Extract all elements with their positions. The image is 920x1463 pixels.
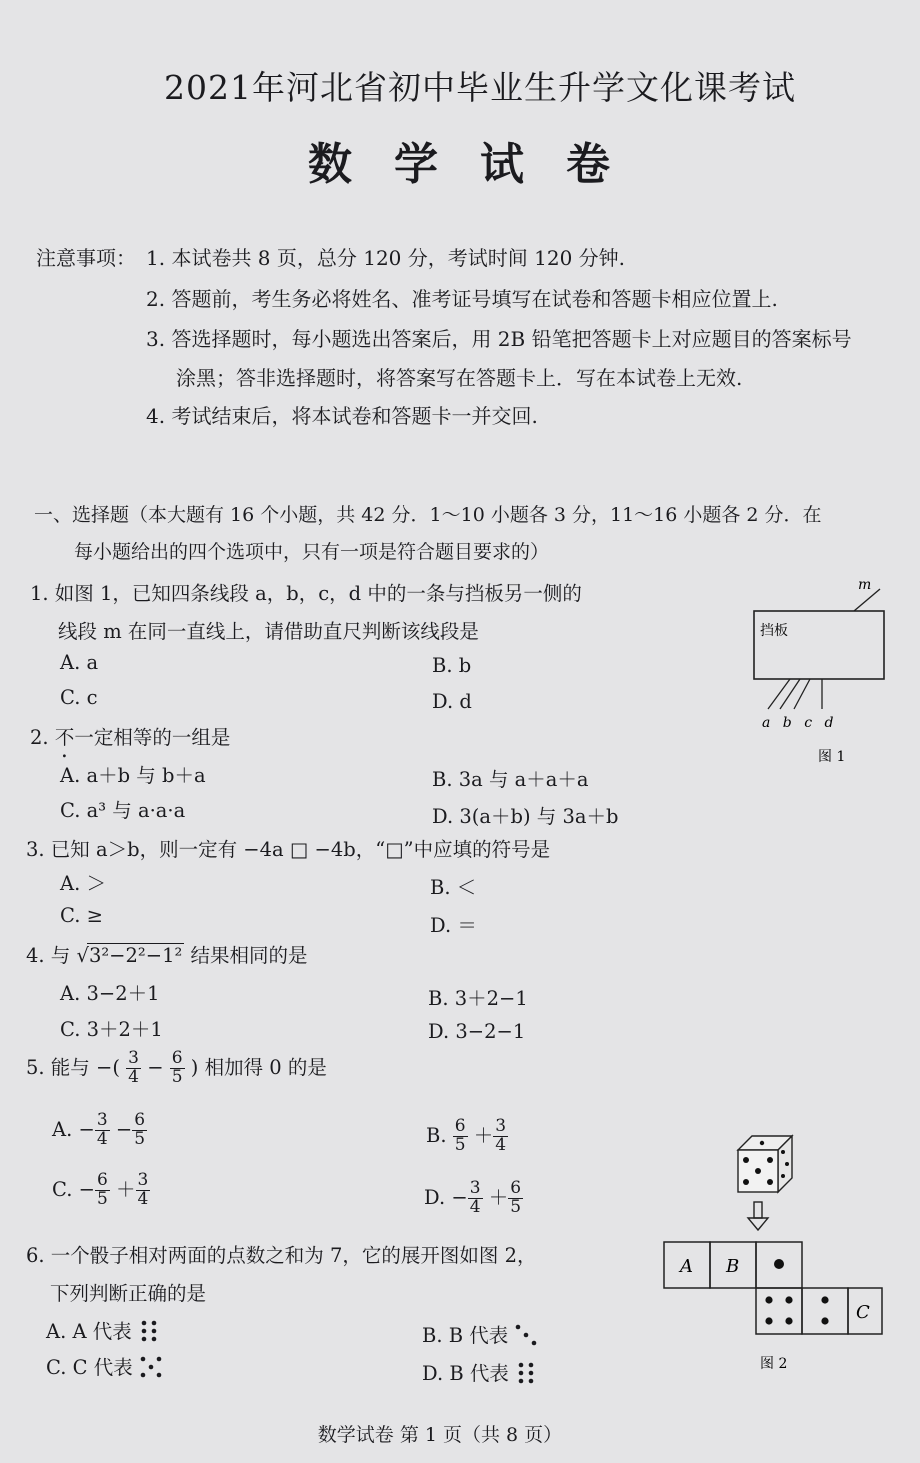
q1-stem: 1. 如图 1，已知四条线段 a，b，c，d 中的一条与挡板另一侧的 bbox=[30, 582, 582, 605]
q3-option-d: D. ＝ bbox=[430, 914, 477, 937]
exam-title: 2021年河北省初中毕业生升学文化课考试 bbox=[164, 68, 796, 107]
q5-stem: 5. 能与 −( $\frac{3}{4}$ − $\frac{6}{5}$ ) 相加得 0 的是 bbox=[26, 1048, 327, 1087]
q5-lead: 5. 能与 −( bbox=[26, 1055, 120, 1079]
q6-option-a: A. A 代表 bbox=[46, 1316, 160, 1344]
paper-title: 数学试卷 bbox=[308, 139, 652, 190]
q1-option-c: C. c bbox=[60, 686, 98, 709]
section-heading: 一、选择题（本大题有 16 个小题，共 42 分．1～10 小题各 3 分，11～16 小题各 2 分．在 bbox=[34, 504, 822, 526]
line-a bbox=[768, 679, 790, 709]
four-dots-face bbox=[765, 1296, 792, 1324]
note-item-2: 2. 答题前，考生务必将姓名、准考证号填写在试卷和答题卡相应位置上. bbox=[146, 287, 778, 311]
face-b-label: B bbox=[726, 1256, 740, 1277]
q6-stem-cont: 下列判断正确的是 bbox=[50, 1282, 207, 1305]
q1-option-b: B. b bbox=[432, 654, 472, 677]
q5-option-d: D. − $\frac{3}{4}$ ＋ $\frac{6}{5}$ bbox=[424, 1178, 522, 1217]
six-dots-icon bbox=[515, 1361, 537, 1385]
q4-radicand: 3²−2²−1² bbox=[88, 944, 183, 967]
page-footer: 数学试卷 第 1 页（共 8 页） bbox=[317, 1424, 563, 1446]
segment-labels: a b c d bbox=[762, 715, 838, 731]
face-c-label: C bbox=[856, 1302, 870, 1323]
five-dots-icon bbox=[139, 1355, 163, 1379]
q1-stem-cont: 线段 m 在同一直线上，请借助直尺判断该线段是 bbox=[58, 620, 479, 643]
notes-label: 注意事项： bbox=[36, 246, 136, 270]
q4-lead: 4. 与 bbox=[26, 944, 71, 967]
q5-option-b: B. $\frac{6}{5}$ ＋ $\frac{3}{4}$ bbox=[426, 1116, 507, 1155]
q4-option-b: B. 3＋2−1 bbox=[428, 987, 528, 1010]
q2-text: 一定相等的一组是 bbox=[74, 726, 231, 749]
q6-option-c: C. C 代表 bbox=[46, 1352, 163, 1380]
line-m-label: m bbox=[858, 577, 872, 593]
board-rect bbox=[754, 611, 884, 679]
board-label: 挡板 bbox=[760, 623, 788, 639]
q3-option-c: C. ≥ bbox=[60, 904, 103, 927]
six-dots-icon bbox=[138, 1319, 160, 1343]
q2-emphasis: 不 bbox=[54, 726, 75, 749]
q2-option-a: A. a＋b 与 b＋a bbox=[60, 764, 206, 787]
q3-option-a: A. ＞ bbox=[60, 872, 106, 895]
note-item-3-cont: 涂黑；答非选择题时，将答案写在答题卡上．写在本试卷上无效. bbox=[176, 366, 743, 390]
q2-number: 2. bbox=[30, 726, 55, 749]
two-dots-face bbox=[821, 1296, 828, 1324]
fraction-6-5: $\frac{6}{5}$ bbox=[171, 1048, 183, 1087]
figure-2-caption: 图 2 bbox=[760, 1356, 788, 1372]
q4-option-d: D. 3−2−1 bbox=[428, 1020, 526, 1043]
q6-option-d: D. B 代表 bbox=[422, 1358, 537, 1386]
q2-stem bbox=[30, 722, 230, 750]
q1-option-a: A. a bbox=[60, 651, 99, 674]
q5-option-c: C. − $\frac{6}{5}$ ＋ $\frac{3}{4}$ bbox=[52, 1170, 149, 1209]
one-dot-face bbox=[774, 1259, 784, 1269]
q2-option-c: C. a³ 与 a·a·a bbox=[60, 799, 186, 822]
q2-option-b: B. 3a 与 a＋a＋a bbox=[432, 768, 589, 791]
q5-option-a: A. − $\frac{3}{4}$ − $\frac{6}{5}$ bbox=[52, 1110, 146, 1149]
arrow-down-icon bbox=[748, 1202, 768, 1230]
three-dots-icon bbox=[514, 1323, 538, 1347]
q2-option-d: D. 3(a＋b) 与 3a＋b bbox=[432, 805, 619, 828]
figure-2 bbox=[660, 1130, 890, 1380]
q5-tail: ) 相加得 0 的是 bbox=[190, 1055, 327, 1079]
q4-option-a: A. 3−2＋1 bbox=[60, 982, 160, 1005]
fraction-3-4: $\frac{3}{4}$ bbox=[128, 1048, 139, 1087]
q6-option-b: B. B 代表 bbox=[422, 1320, 538, 1348]
q1-option-d: D. d bbox=[432, 690, 472, 713]
section-heading-cont: 每小题给出的四个选项中，只有一项是符合题目要求的） bbox=[74, 541, 550, 563]
note-item-3: 3. 答选择题时，每小题选出答案后，用 2B 铅笔把答题卡上对应题目的答案标号 bbox=[146, 327, 852, 351]
figure-1 bbox=[740, 575, 900, 770]
dice-3d-icon bbox=[738, 1136, 792, 1192]
q3-stem: 3. 已知 a＞b，则一定有 −4a □ −4b，“□”中应填的符号是 bbox=[26, 838, 551, 861]
dice-net bbox=[664, 1242, 882, 1334]
figure-1-caption: 图 1 bbox=[818, 749, 846, 765]
q4-stem: 4. 与 √3²−2²−1² 结果相同的是 bbox=[26, 944, 308, 967]
face-a-label: A bbox=[680, 1256, 693, 1277]
q3-option-b: B. ＜ bbox=[430, 876, 477, 899]
note-item-4: 4. 考试结束后，将本试卷和答题卡一并交回. bbox=[146, 404, 538, 428]
q4-option-c: C. 3＋2＋1 bbox=[60, 1018, 163, 1041]
q4-tail: 结果相同的是 bbox=[190, 944, 308, 967]
note-item-1: 1. 本试卷共 8 页，总分 120 分，考试时间 120 分钟. bbox=[146, 246, 626, 270]
q6-stem: 6. 一个骰子相对两面的点数之和为 7，它的展开图如图 2， bbox=[26, 1244, 537, 1267]
